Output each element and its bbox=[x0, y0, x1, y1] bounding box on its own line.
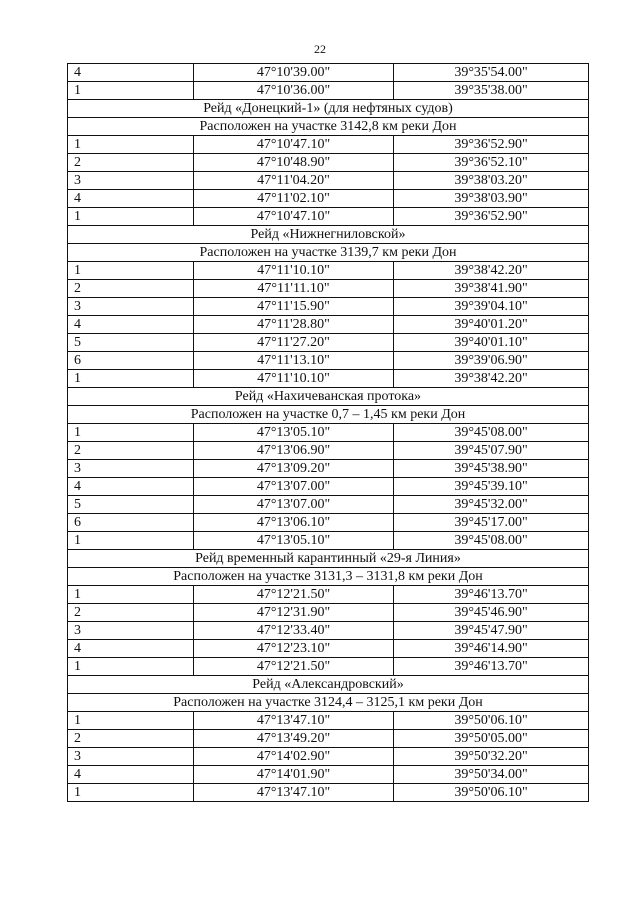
table-row bbox=[68, 586, 589, 604]
section-location: Расположен на участке 0,7 – 1,45 км реки Дон bbox=[68, 406, 589, 424]
table-row bbox=[68, 496, 589, 514]
point-number: 2 bbox=[68, 442, 194, 460]
table-row bbox=[68, 622, 589, 640]
point-number: 3 bbox=[68, 622, 194, 640]
latitude-cell: 47°12'21.50" bbox=[194, 658, 394, 676]
latitude-cell: 47°11'10.10" bbox=[194, 262, 394, 280]
point-number: 1 bbox=[68, 208, 194, 226]
table-row bbox=[68, 82, 589, 100]
point-number: 1 bbox=[68, 424, 194, 442]
section-title: Рейд «Донецкий-1» (для нефтяных судов) bbox=[68, 100, 589, 118]
table-row bbox=[68, 334, 589, 352]
longitude-cell: 39°45'07.90" bbox=[394, 442, 589, 460]
latitude-cell: 47°10'48.90" bbox=[194, 154, 394, 172]
latitude-cell: 47°13'05.10" bbox=[194, 424, 394, 442]
longitude-cell: 39°35'54.00" bbox=[394, 64, 589, 82]
table-row bbox=[68, 514, 589, 532]
point-number: 1 bbox=[68, 586, 194, 604]
point-number: 2 bbox=[68, 154, 194, 172]
table-row bbox=[68, 208, 589, 226]
section-title-row bbox=[68, 550, 589, 568]
longitude-cell: 39°39'06.90" bbox=[394, 352, 589, 370]
latitude-cell: 47°10'47.10" bbox=[194, 136, 394, 154]
point-number: 1 bbox=[68, 712, 194, 730]
table-row bbox=[68, 442, 589, 460]
point-number: 1 bbox=[68, 370, 194, 388]
point-number: 5 bbox=[68, 334, 194, 352]
point-number: 6 bbox=[68, 514, 194, 532]
section-location: Расположен на участке 3139,7 км реки Дон bbox=[68, 244, 589, 262]
longitude-cell: 39°45'46.90" bbox=[394, 604, 589, 622]
point-number: 3 bbox=[68, 748, 194, 766]
point-number: 1 bbox=[68, 658, 194, 676]
latitude-cell: 47°13'06.90" bbox=[194, 442, 394, 460]
point-number: 4 bbox=[68, 640, 194, 658]
point-number: 2 bbox=[68, 730, 194, 748]
latitude-cell: 47°13'07.00" bbox=[194, 496, 394, 514]
table-row bbox=[68, 370, 589, 388]
table-row bbox=[68, 748, 589, 766]
latitude-cell: 47°10'39.00" bbox=[194, 64, 394, 82]
point-number: 4 bbox=[68, 478, 194, 496]
longitude-cell: 39°40'01.20" bbox=[394, 316, 589, 334]
point-number: 4 bbox=[68, 316, 194, 334]
point-number: 6 bbox=[68, 352, 194, 370]
table-row bbox=[68, 136, 589, 154]
table-row bbox=[68, 424, 589, 442]
table-row bbox=[68, 478, 589, 496]
longitude-cell: 39°46'13.70" bbox=[394, 586, 589, 604]
latitude-cell: 47°13'07.00" bbox=[194, 478, 394, 496]
table-row bbox=[68, 604, 589, 622]
latitude-cell: 47°11'13.10" bbox=[194, 352, 394, 370]
table-row bbox=[68, 298, 589, 316]
section-location-row bbox=[68, 118, 589, 136]
latitude-cell: 47°11'28.80" bbox=[194, 316, 394, 334]
longitude-cell: 39°36'52.10" bbox=[394, 154, 589, 172]
longitude-cell: 39°38'41.90" bbox=[394, 280, 589, 298]
point-number: 5 bbox=[68, 496, 194, 514]
longitude-cell: 39°50'06.10" bbox=[394, 712, 589, 730]
latitude-cell: 47°13'47.10" bbox=[194, 712, 394, 730]
table-row bbox=[68, 640, 589, 658]
longitude-cell: 39°50'32.20" bbox=[394, 748, 589, 766]
section-location-row bbox=[68, 406, 589, 424]
table-row bbox=[68, 766, 589, 784]
longitude-cell: 39°35'38.00" bbox=[394, 82, 589, 100]
latitude-cell: 47°13'09.20" bbox=[194, 460, 394, 478]
point-number: 1 bbox=[68, 82, 194, 100]
section-title: Рейд «Нижнегниловской» bbox=[68, 226, 589, 244]
latitude-cell: 47°11'02.10" bbox=[194, 190, 394, 208]
latitude-cell: 47°12'33.40" bbox=[194, 622, 394, 640]
section-location-row bbox=[68, 244, 589, 262]
coordinates-table-body bbox=[68, 64, 589, 802]
point-number: 2 bbox=[68, 280, 194, 298]
point-number: 4 bbox=[68, 766, 194, 784]
section-title: Рейд «Александровский» bbox=[68, 676, 589, 694]
table-row bbox=[68, 352, 589, 370]
longitude-cell: 39°38'42.20" bbox=[394, 370, 589, 388]
longitude-cell: 39°36'52.90" bbox=[394, 208, 589, 226]
section-title-row bbox=[68, 388, 589, 406]
coordinates-table bbox=[67, 63, 589, 802]
longitude-cell: 39°45'32.00" bbox=[394, 496, 589, 514]
longitude-cell: 39°38'42.20" bbox=[394, 262, 589, 280]
section-location: Расположен на участке 3142,8 км реки Дон bbox=[68, 118, 589, 136]
section-title-row bbox=[68, 226, 589, 244]
point-number: 4 bbox=[68, 190, 194, 208]
section-location-row bbox=[68, 694, 589, 712]
latitude-cell: 47°11'15.90" bbox=[194, 298, 394, 316]
latitude-cell: 47°11'04.20" bbox=[194, 172, 394, 190]
table-row bbox=[68, 172, 589, 190]
point-number: 3 bbox=[68, 172, 194, 190]
section-location: Расположен на участке 3124,4 – 3125,1 км реки Дон bbox=[68, 694, 589, 712]
longitude-cell: 39°50'34.00" bbox=[394, 766, 589, 784]
latitude-cell: 47°14'02.90" bbox=[194, 748, 394, 766]
table-row bbox=[68, 532, 589, 550]
latitude-cell: 47°12'23.10" bbox=[194, 640, 394, 658]
section-title: Рейд временный карантинный «29-я Линия» bbox=[68, 550, 589, 568]
latitude-cell: 47°13'49.20" bbox=[194, 730, 394, 748]
section-title-row bbox=[68, 100, 589, 118]
table-row bbox=[68, 658, 589, 676]
point-number: 1 bbox=[68, 262, 194, 280]
latitude-cell: 47°12'21.50" bbox=[194, 586, 394, 604]
table-row bbox=[68, 712, 589, 730]
latitude-cell: 47°13'47.10" bbox=[194, 784, 394, 802]
table-row bbox=[68, 64, 589, 82]
longitude-cell: 39°45'17.00" bbox=[394, 514, 589, 532]
longitude-cell: 39°45'38.90" bbox=[394, 460, 589, 478]
table-row bbox=[68, 730, 589, 748]
point-number: 4 bbox=[68, 64, 194, 82]
table-row bbox=[68, 460, 589, 478]
longitude-cell: 39°46'14.90" bbox=[394, 640, 589, 658]
latitude-cell: 47°13'06.10" bbox=[194, 514, 394, 532]
point-number: 1 bbox=[68, 532, 194, 550]
latitude-cell: 47°11'27.20" bbox=[194, 334, 394, 352]
table-row bbox=[68, 190, 589, 208]
table-row bbox=[68, 262, 589, 280]
longitude-cell: 39°45'47.90" bbox=[394, 622, 589, 640]
latitude-cell: 47°11'10.10" bbox=[194, 370, 394, 388]
section-title-row bbox=[68, 676, 589, 694]
point-number: 1 bbox=[68, 136, 194, 154]
section-title: Рейд «Нахичеванская протока» bbox=[68, 388, 589, 406]
latitude-cell: 47°11'11.10" bbox=[194, 280, 394, 298]
longitude-cell: 39°45'08.00" bbox=[394, 532, 589, 550]
section-location-row bbox=[68, 568, 589, 586]
latitude-cell: 47°10'36.00" bbox=[194, 82, 394, 100]
longitude-cell: 39°46'13.70" bbox=[394, 658, 589, 676]
longitude-cell: 39°38'03.20" bbox=[394, 172, 589, 190]
longitude-cell: 39°50'05.00" bbox=[394, 730, 589, 748]
longitude-cell: 39°36'52.90" bbox=[394, 136, 589, 154]
point-number: 3 bbox=[68, 298, 194, 316]
point-number: 2 bbox=[68, 604, 194, 622]
table-row bbox=[68, 784, 589, 802]
longitude-cell: 39°50'06.10" bbox=[394, 784, 589, 802]
longitude-cell: 39°45'39.10" bbox=[394, 478, 589, 496]
latitude-cell: 47°14'01.90" bbox=[194, 766, 394, 784]
table-row bbox=[68, 154, 589, 172]
page-number: 22 bbox=[314, 42, 326, 56]
point-number: 3 bbox=[68, 460, 194, 478]
latitude-cell: 47°13'05.10" bbox=[194, 532, 394, 550]
section-location: Расположен на участке 3131,3 – 3131,8 км реки Дон bbox=[68, 568, 589, 586]
longitude-cell: 39°39'04.10" bbox=[394, 298, 589, 316]
point-number: 1 bbox=[68, 784, 194, 802]
table-row bbox=[68, 280, 589, 298]
longitude-cell: 39°45'08.00" bbox=[394, 424, 589, 442]
latitude-cell: 47°10'47.10" bbox=[194, 208, 394, 226]
longitude-cell: 39°40'01.10" bbox=[394, 334, 589, 352]
longitude-cell: 39°38'03.90" bbox=[394, 190, 589, 208]
latitude-cell: 47°12'31.90" bbox=[194, 604, 394, 622]
table-row bbox=[68, 316, 589, 334]
